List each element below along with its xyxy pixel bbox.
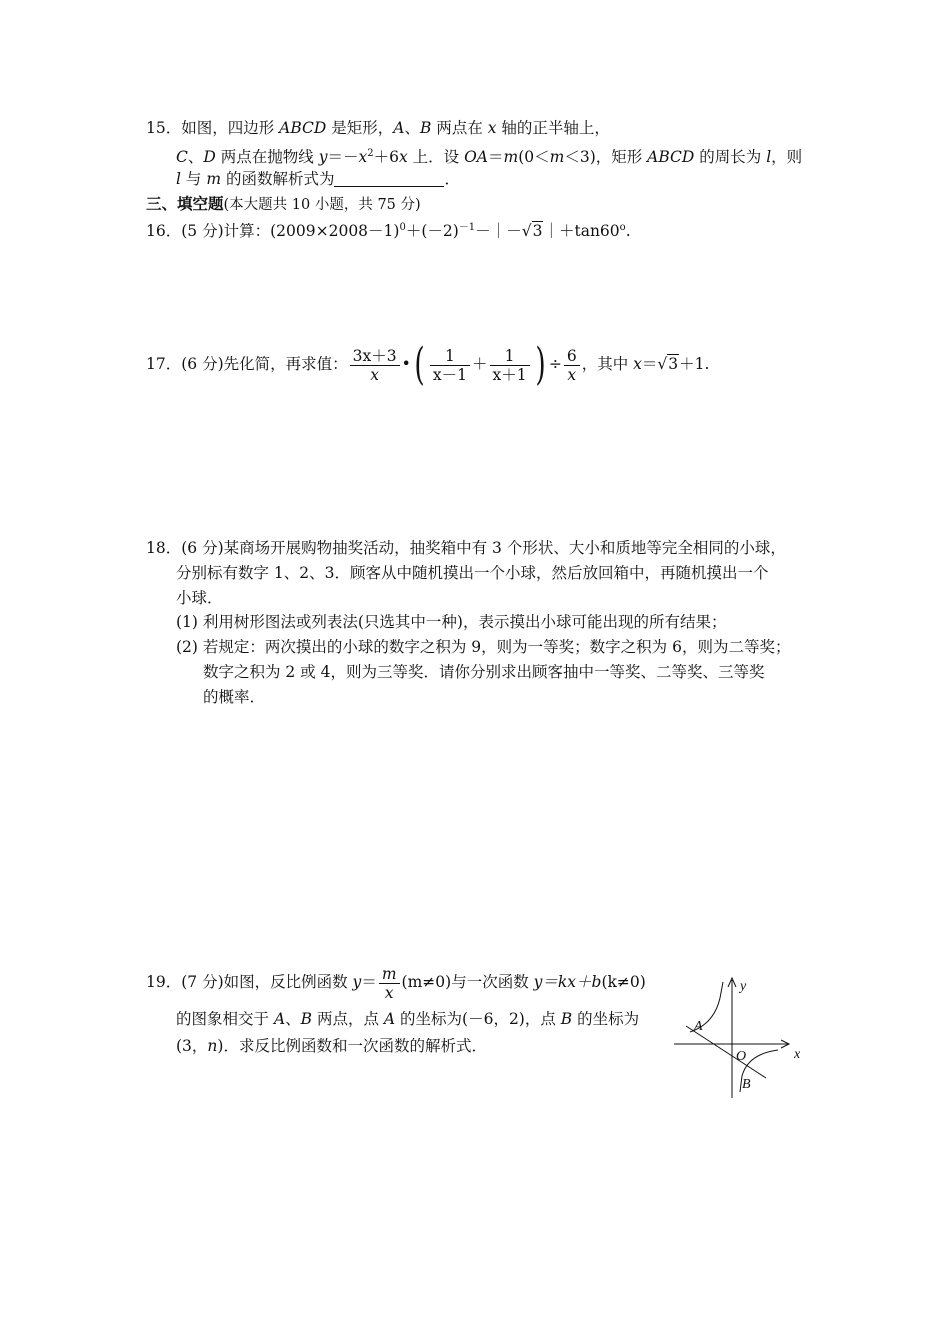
q15-square: 2 bbox=[367, 148, 374, 159]
q19-line2 bbox=[176, 1008, 639, 1030]
text-run: n bbox=[207, 1037, 218, 1055]
text-run: 的函数解析式为 bbox=[221, 170, 335, 188]
q16-text-d: ｜＋tan60 bbox=[543, 222, 620, 240]
q16-degree: o bbox=[619, 222, 626, 233]
q17-f4-num: 6 bbox=[564, 347, 580, 366]
text-run: l bbox=[766, 148, 772, 166]
text-run: 两点在抛物线 bbox=[215, 148, 319, 166]
q17-fraction-1 bbox=[350, 347, 400, 384]
q18-sub2-line2: 数字之积为 2 或 4，则为三等奖．请你分别求出顾客抽中一等奖、二等奖、三等奖 bbox=[203, 663, 765, 681]
q17-fraction-4 bbox=[564, 347, 580, 384]
label-o: O bbox=[736, 1049, 747, 1064]
q17-right-bracket: ) bbox=[535, 339, 546, 390]
q17-f2-den: x－1 bbox=[432, 365, 468, 384]
text-run: OA bbox=[464, 148, 488, 166]
q19-figure bbox=[668, 974, 818, 1104]
q17-plus: ＋ bbox=[472, 355, 488, 373]
text-run: l bbox=[176, 170, 181, 188]
text-run: 轴的正半轴上， bbox=[496, 119, 610, 137]
q16-line bbox=[146, 217, 631, 242]
text-run: (0＜ bbox=[518, 148, 550, 166]
q16-text-c: －｜－ bbox=[475, 222, 522, 240]
q17-f1-den: x bbox=[370, 365, 379, 384]
text-run: ＝－ bbox=[327, 148, 359, 166]
text-run: 如图，四边形 bbox=[181, 119, 280, 137]
text-run: C bbox=[176, 148, 188, 166]
q17-left-bracket: ( bbox=[414, 339, 425, 390]
q18-sub2-line3: 的概率． bbox=[203, 688, 266, 706]
q18-sub1: (1) 利用树形图法或列表法(只选其中一种)，表示摸出小球可能出现的所有结果； bbox=[176, 613, 727, 631]
text-run: y bbox=[318, 148, 328, 166]
text-run: 两点在 bbox=[431, 119, 488, 137]
q15-line2-part2 bbox=[374, 148, 803, 166]
q17-tail-c: ＋1. bbox=[679, 355, 710, 373]
q18-sub2-line1: (2) 若规定：两次摸出的小球的数字之积为 9，则为一等奖；数字之积为 6，则为二等奖； bbox=[176, 638, 791, 656]
q17-f2-num: 1 bbox=[430, 347, 470, 366]
q19-line1 bbox=[146, 962, 646, 1002]
q19-frac-den: x bbox=[384, 983, 394, 1002]
text-run: 、 bbox=[285, 1010, 301, 1028]
q17-tail-b: ＝ bbox=[641, 355, 658, 373]
q15-line2-part1 bbox=[176, 148, 367, 166]
q19-frac-num: m bbox=[379, 965, 400, 984]
text-run: 的坐标为 bbox=[572, 1010, 640, 1028]
q19-linear: y＝kx＋b bbox=[533, 973, 602, 991]
text-run: B bbox=[560, 1010, 573, 1028]
text-run: 两点，点 bbox=[312, 1010, 384, 1028]
text-run: 、 bbox=[404, 119, 420, 137]
q18-line1 bbox=[146, 537, 786, 559]
q16-radicand: 3 bbox=[532, 222, 543, 240]
text-run: ＋6 bbox=[373, 148, 399, 166]
text-run: ＝ bbox=[487, 148, 504, 166]
text-run: x bbox=[487, 119, 497, 137]
text-run: A bbox=[393, 119, 405, 137]
q17-line bbox=[146, 339, 710, 390]
q19-y: y bbox=[352, 973, 362, 991]
q19-cond1: (m≠0) bbox=[401, 973, 452, 991]
section3-note: (本大题共 10 小题，共 75 分) bbox=[223, 197, 421, 213]
text-run: 、 bbox=[187, 148, 204, 166]
q18-number: 18． bbox=[146, 539, 182, 557]
label-y: y bbox=[740, 979, 747, 994]
section3-heading bbox=[146, 193, 421, 216]
text-run: B bbox=[300, 1010, 313, 1028]
q18-line1-text: (6 分)某商场开展购物抽奖活动，抽奖箱中有 3 个形状、大小和质地等完全相同的小球， bbox=[181, 539, 786, 557]
q15-answer-blank[interactable] bbox=[334, 170, 444, 187]
label-a: A bbox=[694, 1019, 703, 1034]
text-run: 的坐标为(－6，2)，点 bbox=[395, 1010, 561, 1028]
text-run: ABCD bbox=[647, 148, 695, 166]
text-run: m bbox=[206, 170, 222, 188]
text-run: ABCD bbox=[279, 119, 327, 137]
text-run: D bbox=[203, 148, 216, 166]
text-run: A bbox=[383, 1010, 396, 1028]
text-run: x bbox=[358, 148, 368, 166]
text-run: 是矩形， bbox=[326, 119, 394, 137]
q17-tail-a: ，其中 bbox=[581, 355, 634, 373]
q19-lead: (7 分)如图，反比例函数 bbox=[181, 973, 353, 991]
text-run: A bbox=[273, 1010, 286, 1028]
q15-line3 bbox=[176, 168, 460, 190]
q17-f3-num: 1 bbox=[490, 347, 530, 366]
q16-end: . bbox=[625, 222, 631, 240]
q17-f1-num: 3x＋3 bbox=[350, 347, 400, 366]
q16-sqrt: √3 bbox=[521, 222, 543, 240]
text-run: )．求反比例函数和一次函数的解析式． bbox=[217, 1037, 487, 1055]
q16-text-b: ＋(－2) bbox=[405, 222, 459, 240]
q19-fraction bbox=[379, 965, 400, 1002]
text-run: m bbox=[549, 148, 565, 166]
text-run: 的图象相交于 bbox=[176, 1010, 274, 1028]
q19-cond2: (k≠0) bbox=[601, 973, 646, 991]
text-run: x bbox=[398, 148, 408, 166]
q17-tail-x: x bbox=[633, 355, 642, 373]
q17-divide: ÷ bbox=[548, 355, 562, 373]
label-x: x bbox=[794, 1047, 801, 1062]
q15-line3-text bbox=[176, 170, 334, 188]
q19-eq: ＝ bbox=[361, 973, 377, 991]
q17-radicand: 3 bbox=[668, 355, 679, 373]
q17-lead: (6 分)先化简，再求值： bbox=[181, 355, 348, 373]
text-run: m bbox=[503, 148, 519, 166]
text-run: B bbox=[420, 119, 432, 137]
q17-fraction-3 bbox=[490, 347, 530, 384]
q18-line3: 小球． bbox=[176, 589, 223, 607]
q19-number: 19． bbox=[146, 973, 182, 991]
text-run: 上．设 bbox=[407, 148, 465, 166]
q16-exp1: －1 bbox=[458, 222, 476, 233]
q17-f4-den: x bbox=[567, 365, 577, 384]
q16-number: 16． bbox=[146, 222, 182, 240]
q15-line2 bbox=[176, 143, 802, 168]
q15-number: 15． bbox=[146, 119, 182, 137]
text-run: 与 bbox=[180, 170, 207, 188]
q19-mid: 与一次函数 bbox=[451, 973, 534, 991]
q19-line3 bbox=[176, 1035, 487, 1057]
q17-f3-den: x＋1 bbox=[492, 365, 527, 384]
section3-title: 三、填空题 bbox=[146, 195, 224, 213]
q16-exp0: 0 bbox=[399, 222, 406, 233]
q15-line1-text bbox=[181, 119, 610, 137]
text-run: 的周长为 bbox=[694, 148, 767, 166]
text-run: ＜3)，矩形 bbox=[564, 148, 648, 166]
q17-dot: • bbox=[401, 355, 411, 373]
q17-fraction-2 bbox=[430, 347, 470, 384]
text-run: ，则 bbox=[771, 148, 803, 166]
q16-text-a: (5 分)计算：(2009×2008－1) bbox=[181, 222, 400, 240]
text-run: (3， bbox=[176, 1037, 208, 1055]
q18-line2: 分别标有数字 1、2、3．顾客从中随机摸出一个小球，然后放回箱中，再随机摸出一个 bbox=[176, 564, 769, 582]
q15-line1 bbox=[146, 117, 610, 139]
q15-end: ． bbox=[444, 170, 460, 188]
q17-sqrt: √3 bbox=[657, 355, 679, 373]
label-b: B bbox=[742, 1077, 751, 1092]
q17-number: 17． bbox=[146, 355, 182, 373]
